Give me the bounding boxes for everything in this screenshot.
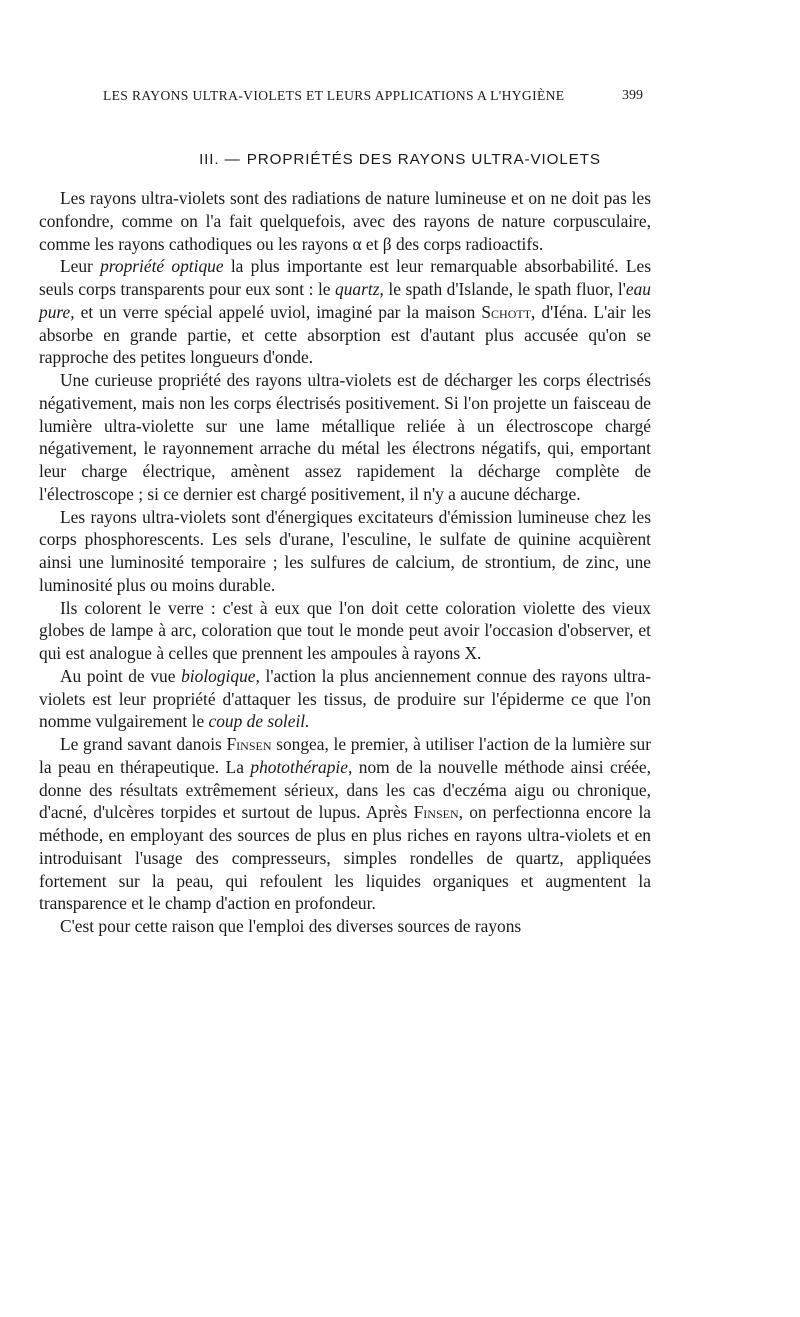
section-number: III. —	[199, 151, 241, 168]
emphasis: photothérapie,	[250, 756, 353, 777]
proper-name: Schott	[481, 301, 532, 322]
paragraph-4: Les rayons ultra-violets sont d'énergiques excitateurs d'émission lumineuse chez les corps phosphorescents. Les sels d'urane, l'esculine, le sulfate de quinine acquièrent ainsi une luminosité temporaire ; les sulfures de calcium, de strontium, de zinc, une luminosité plus ou moins durable.	[39, 506, 651, 595]
paragraph-6: Au point de vue biologique, l'action la plus anciennement connue des rayons ultra-violets est leur propriété d'attaquer les tissus, de produire sur l'épiderme ce que l'on nomme vulgairement le coup de soleil.	[39, 665, 651, 732]
emphasis: propriété optique	[100, 256, 224, 277]
paragraph-5: Ils colorent le verre : c'est à eux que l'on doit cette coloration violette des vieux globes de lampe à arc, coloration que tout le monde peut avoir l'occasion d'observer, et qui est analogue à celles que prennent les ampoules à rayons X.	[39, 597, 651, 663]
emphasis: eau pure,	[39, 279, 651, 322]
paragraph-2: Leur propriété optique la plus importante est leur remarquable absorbabilité. Les seuls corps transparents pour eux sont : le quartz, le spath d'Islande, le spath fluor, l'eau pure, et un verre spécial appelé uviol, imaginé par la maison Schott, d'Iéna. L'air les absorbe en grande partie, et cette absorption est d'autant plus accusée qu'on se rapproche des petites longueurs d'onde.	[39, 256, 651, 368]
body-text	[39, 187, 651, 938]
page-number: 399	[622, 88, 643, 103]
emphasis: biologique,	[181, 665, 260, 686]
emphasis: coup de soleil.	[208, 711, 310, 732]
proper-name: Finsen	[226, 734, 272, 754]
paragraph-8: C'est pour cette raison que l'emploi des diverses sources de rayons	[60, 916, 522, 936]
section-title: PROPRIÉTÉS DES RAYONS ULTRA-VIOLETS	[246, 151, 601, 168]
running-head: LES RAYONS ULTRA-VIOLETS ET LEURS APPLICATIONS A L'HYGIÈNE	[103, 88, 565, 103]
proper-name: Finsen	[413, 802, 459, 823]
paragraph-7: Le grand savant danois Finsen songea, le premier, à utiliser l'action de la lumière sur la peau en thérapeutique. La photothérapie, nom de la nouvelle méthode ainsi créée, donne des résultats extrêmement sérieux, dans les cas d'eczéma aigu ou chronique, d'acné, d'ulcères torpides et surtout de lupus. Après Finsen, on perfectionna encore la méthode, en employant des sources de plus en plus riches en rayons ultra-violets et en introduisant l'usage des compresseurs, simples rondelles de quartz, appliquées fortement sur la peau, qui refoulent les liquides organiques et augmentent la transparence et le champ d'action en profondeur.	[39, 734, 651, 914]
emphasis: quartz,	[335, 279, 384, 299]
section-heading	[0, 151, 800, 168]
paragraph-1: Les rayons ultra-violets sont des radiations de nature lumineuse et on ne doit pas les confondre, comme on l'a fait quelquefois, avec des rayons de nature corpusculaire, comme les rayons cathodiques ou les rayons α et β des corps radioactifs.	[39, 188, 651, 254]
paragraph-3: Une curieuse propriété des rayons ultra-violets est de décharger les corps électrisés négativement, mais non les corps électrisés positivement. Si l'on projette un faisceau de lumière ultra-violette sur une lame métallique reliée à un électroscope chargé négativement, le rayonnement arrache du métal les électrons négatifs, qui, emportant leur charge électrique, amènent assez rapidement la décharge complète de l'électroscope ; si ce dernier est chargé positivement, il n'y a aucune décharge.	[39, 370, 651, 504]
